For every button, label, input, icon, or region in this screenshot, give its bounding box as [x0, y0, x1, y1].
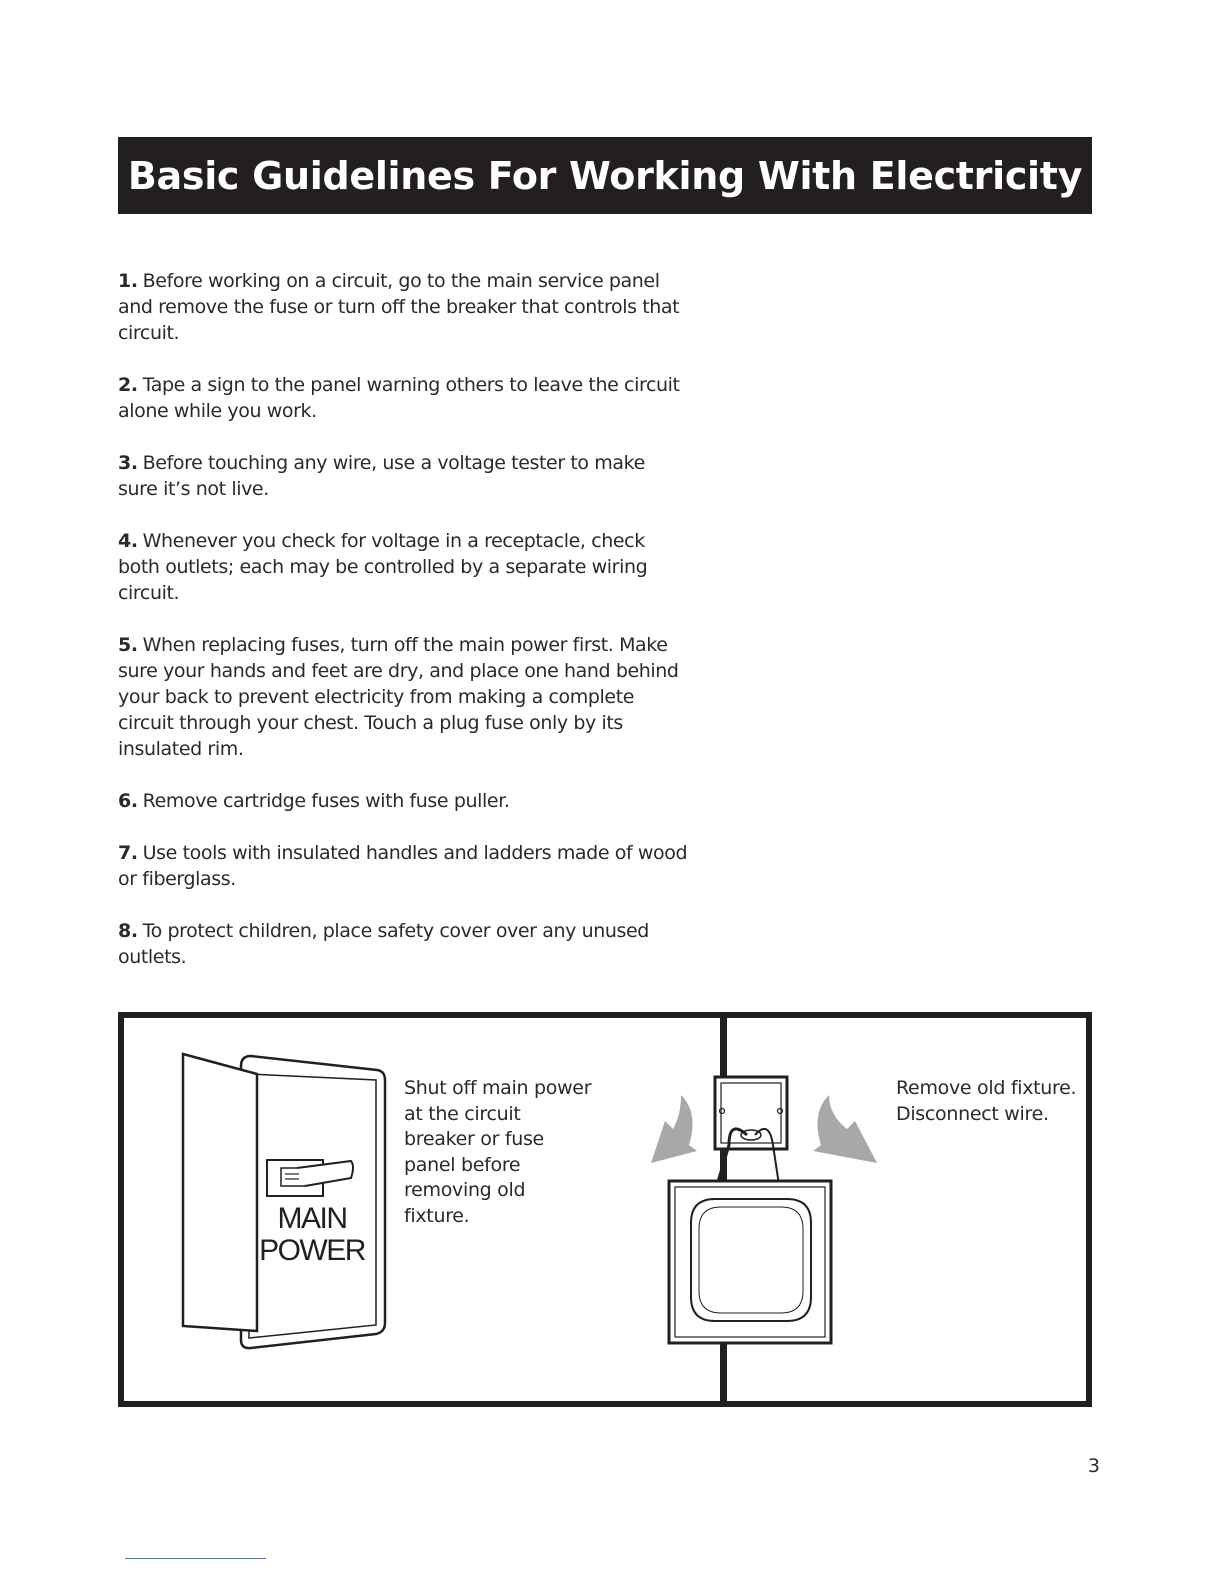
guideline-item — [118, 918, 688, 970]
footer-line — [125, 1558, 266, 1559]
guideline-text: Whenever you check for voltage in a receptacle, check both outlets; each may be controlled by a separate wiring circuit. — [118, 530, 648, 604]
guideline-number: 5. — [118, 634, 138, 656]
guideline-number: 7. — [118, 842, 138, 864]
guideline-item — [118, 632, 688, 762]
guideline-item — [118, 840, 688, 892]
left-caption: Shut off main power at the circuit breaker or fuse panel before removing old fixture. — [404, 1077, 592, 1227]
guideline-text: Use tools with insulated handles and ladders made of wood or fiberglass. — [118, 842, 688, 890]
illustration-box — [118, 1012, 1092, 1407]
guideline-number: 2. — [118, 374, 138, 396]
guideline-item — [118, 372, 688, 424]
guideline-item — [118, 268, 688, 346]
guideline-text: Before working on a circuit, go to the main service panel and remove the fuse or turn off the breaker that controls that circuit. — [118, 270, 680, 344]
guideline-text: Before touching any wire, use a voltage tester to make sure it’s not live. — [118, 452, 645, 500]
main-power-label-line2: POWER — [259, 1234, 365, 1267]
main-power-label-line1: MAIN — [277, 1202, 347, 1235]
guideline-text: To protect children, place safety cover over any unused outlets. — [118, 920, 649, 968]
guideline-text: Remove cartridge fuses with fuse puller. — [142, 790, 510, 812]
guideline-number: 4. — [118, 530, 138, 552]
guideline-text: Tape a sign to the panel warning others to leave the circuit alone while you work. — [118, 374, 680, 422]
fixture-removal-illustration — [629, 1073, 889, 1353]
page-title: Basic Guidelines For Working With Electricity — [118, 137, 1092, 214]
guideline-number: 8. — [118, 920, 138, 942]
guideline-text: When replacing fuses, turn off the main power first. Make sure your hands and feet are dry, and place one hand behind your back to prevent electricity from making a complete circuit through your chest. Touch a plug fuse only by its insulated rim. — [118, 634, 679, 760]
right-caption: Remove old fixture. Disconnect wire. — [896, 1077, 1077, 1125]
panel-door — [183, 1054, 257, 1331]
guideline-item — [118, 788, 688, 814]
left-arrow-icon — [651, 1095, 697, 1163]
right-arrow-icon — [813, 1095, 877, 1163]
guideline-item — [118, 450, 688, 502]
page-number: 3 — [1087, 1455, 1100, 1477]
guideline-item — [118, 528, 688, 606]
guideline-number: 1. — [118, 270, 138, 292]
guideline-number: 3. — [118, 452, 138, 474]
guideline-number: 6. — [118, 790, 138, 812]
breaker-panel-illustration — [179, 1048, 389, 1353]
main-power-label — [252, 1203, 372, 1267]
guidelines-list — [118, 268, 688, 996]
